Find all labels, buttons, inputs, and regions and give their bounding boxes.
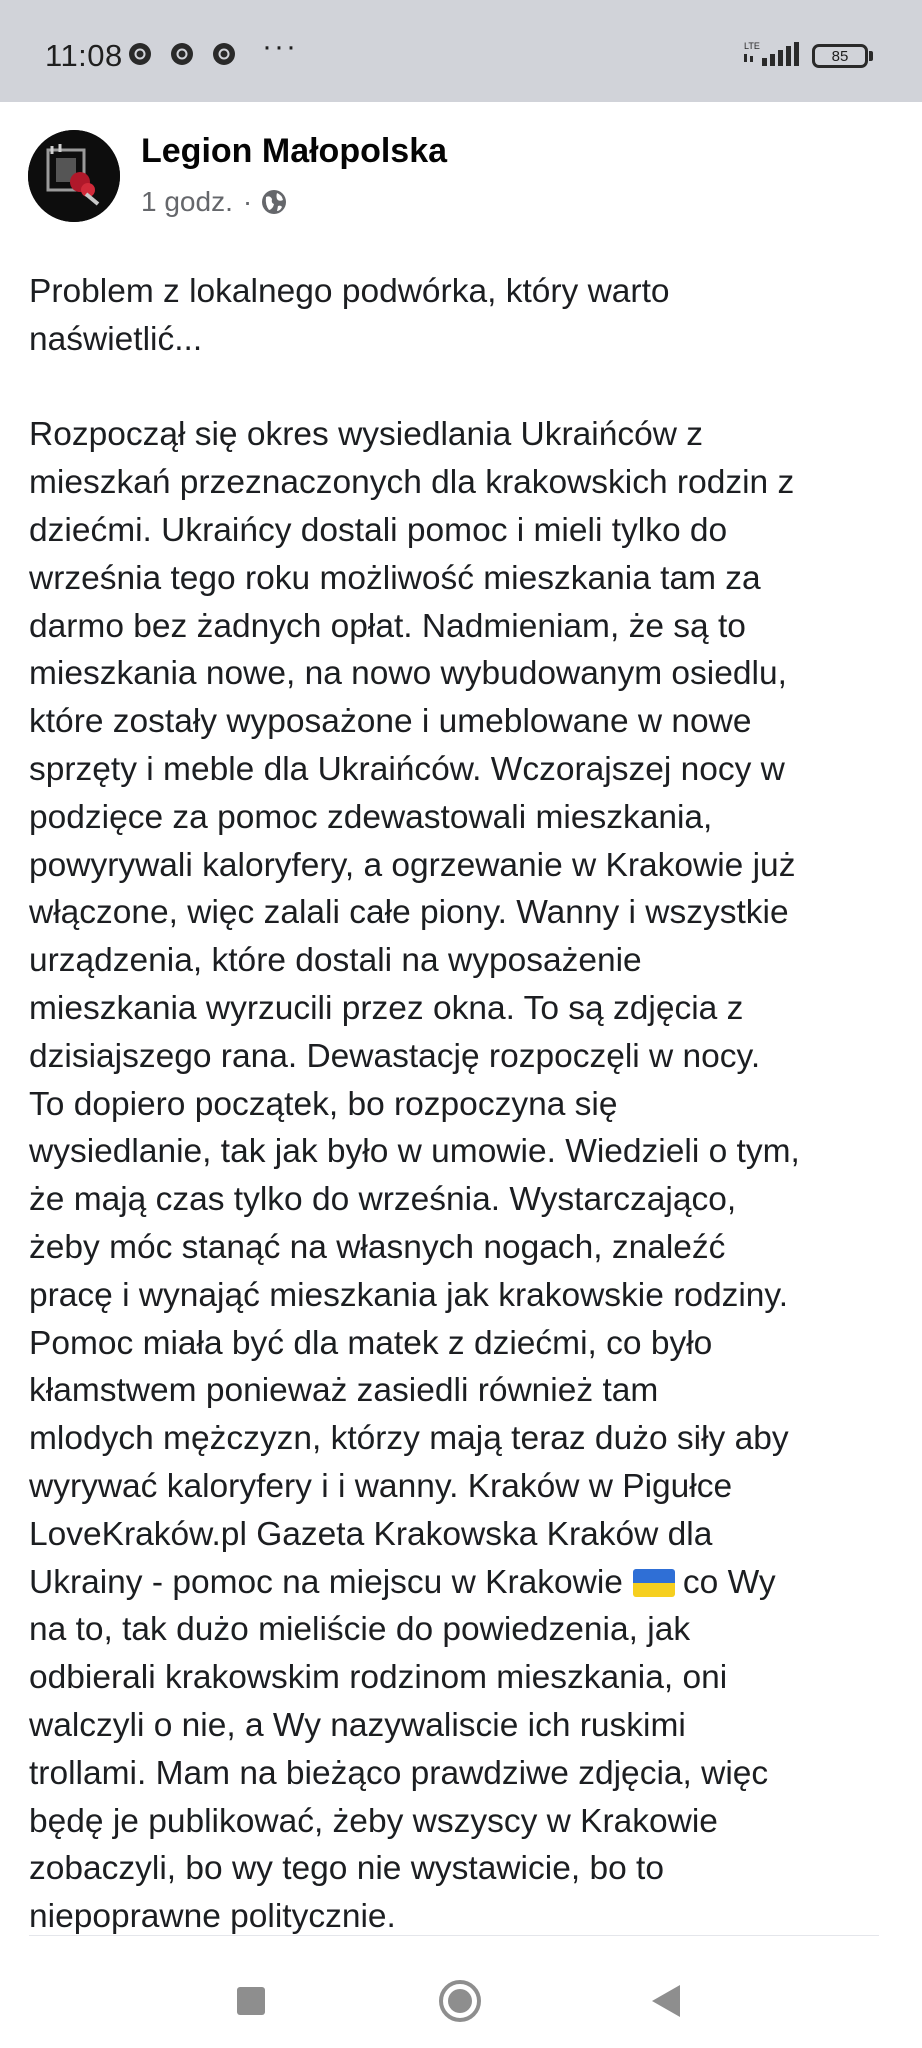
text-line: powyrywali kaloryfery, a ogrzewanie w Krakowie już	[29, 846, 796, 884]
text-line: wyrywać kaloryfery i i wanny. Kraków w Pigułce	[29, 1467, 733, 1505]
battery-tip	[869, 51, 873, 61]
text-line: naświetlić...	[29, 320, 203, 358]
text-line: wysiedlanie, tak jak było w umowie. Wiedzieli o tym,	[29, 1133, 800, 1171]
text-line: walczyli o nie, a Wy nazywaliscie ich ruskimi	[29, 1706, 686, 1744]
text-line: kłamstwem ponieważ zasiedli również tam	[29, 1372, 659, 1410]
avatar[interactable]	[28, 130, 120, 222]
text-line: dziećmi. Ukraińcy dostali pomoc i mieli tylko do	[29, 511, 728, 549]
network-type-label: LTE	[744, 41, 760, 51]
text-line: zobaczyli, bo wy tego nie wystawicie, bo to	[29, 1850, 664, 1888]
post-text	[29, 268, 899, 1941]
text-line: LoveKraków.pl Gazeta Krakowska Kraków dla	[29, 1515, 713, 1553]
text-line: sprzęty i meble dla Ukraińców. Wczorajszej nocy w	[29, 750, 785, 788]
post-intro	[29, 268, 899, 364]
post-header	[0, 102, 922, 242]
text-line: odbierali krakowskim rodzinom mieszkania, oni	[29, 1659, 728, 1697]
battery-icon	[812, 44, 868, 68]
text-line: trollami. Mam na bieżąco prawdziwe zdjęcia, więc	[29, 1754, 769, 1792]
text-line: będę je publikować, żeby wszyscy w Krakowie	[29, 1802, 718, 1840]
text-line: urządzenia, które dostali na wyposażenie	[29, 942, 642, 980]
recents-square-icon[interactable]	[237, 1987, 265, 2015]
text-line: na to, tak dużo mieliście do powiedzenia, jak	[29, 1611, 691, 1649]
text-line: które zostały wyposażone i umeblowane w nowe	[29, 703, 752, 741]
text-line: niepoprawne politycznie.	[29, 1898, 396, 1936]
home-circle-icon[interactable]	[438, 1979, 482, 2023]
page-logo-icon	[28, 130, 120, 222]
text-line: mlodych mężczyzn, którzy mają teraz dużo siły aby	[29, 1420, 789, 1458]
text-line: pracę i wynająć mieszkania jak krakowskie rodziny.	[29, 1276, 789, 1314]
text-line: włączone, więc zalali całe piony. Wanny i wszystkie	[29, 894, 789, 932]
ukraine-flag-icon	[633, 1569, 675, 1597]
post-time[interactable]: 1 godz.	[141, 186, 233, 217]
post-main-paragraph	[29, 411, 899, 1941]
text-line: że mają czas tylko do września. Wystarczająco,	[29, 1181, 737, 1219]
text-line: dzisiajszego rana. Dewastację rozpoczęli w nocy.	[29, 1037, 761, 1075]
text-line: mieszkania wyrzucili przez okna. To są zdjęcia z	[29, 989, 744, 1027]
status-time: 11:08	[45, 38, 123, 73]
signal-icon	[742, 40, 800, 70]
text-line: mieszkania nowe, na nowo wybudowanym osiedlu,	[29, 655, 787, 693]
text-line: To dopiero początek, bo rozpoczyna się	[29, 1085, 618, 1123]
globe-icon	[260, 188, 288, 216]
text-line: mieszkań przeznaczonych dla krakowskich rodzin z	[29, 464, 795, 502]
text-segment: Ukrainy - pomoc na miejscu w Krakowie	[29, 1563, 623, 1601]
battery-level: 85	[831, 47, 849, 65]
text-line: żeby móc stanąć na własnych nogach, znaleźć	[29, 1228, 726, 1266]
text-line: darmo bez żadnych opłat. Nadmieniam, że są to	[29, 607, 746, 645]
text-line: września tego roku możliwość mieszkania tam za	[29, 559, 761, 597]
text-line: Pomoc miała być dla matek z dziećmi, co było	[29, 1324, 713, 1362]
author-name[interactable]: Legion Małopolska	[141, 132, 448, 170]
meta-separator: ·	[242, 186, 253, 217]
system-nav-bar	[0, 1936, 922, 2048]
chrome-icon	[170, 42, 194, 66]
text-line-with-flag	[29, 1559, 899, 1607]
text-line: podzięce za pomoc zdewastowali mieszkania,	[29, 798, 713, 836]
text-segment: co Wy	[682, 1563, 776, 1601]
more-notifications-icon: ···	[262, 30, 298, 63]
post-meta	[141, 186, 288, 218]
chrome-icon	[128, 42, 152, 66]
chrome-icon	[212, 42, 236, 66]
text-line: Rozpoczął się okres wysiedlania Ukraińców z	[29, 416, 703, 454]
back-triangle-icon[interactable]	[650, 1983, 682, 2019]
text-line: Problem z lokalnego podwórka, który warto	[29, 273, 670, 310]
status-bar	[0, 0, 922, 102]
